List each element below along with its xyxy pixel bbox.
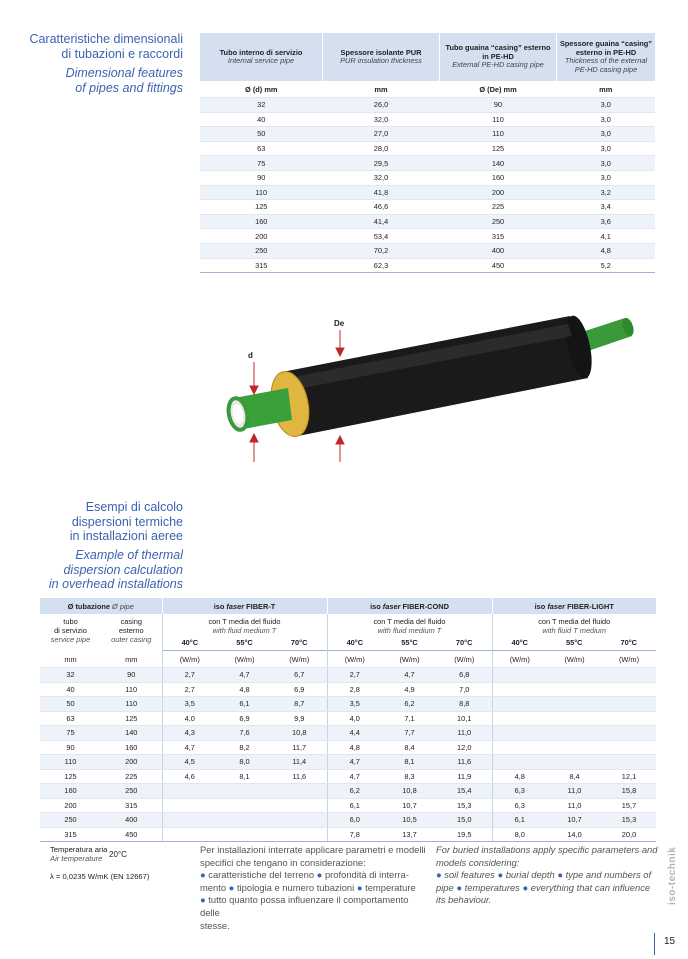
unit-cell: (W/m) <box>162 652 217 668</box>
table-cell <box>162 784 217 799</box>
table-cell: 4,4 <box>327 726 382 741</box>
table-cell: 140 <box>101 726 162 741</box>
table-cell: 13,7 <box>382 827 437 842</box>
table-cell: 6,3 <box>492 784 547 799</box>
table-cell: 8,1 <box>382 755 437 770</box>
unit-cell: (W/m) <box>547 652 602 668</box>
table-cell: 28,0 <box>323 141 440 156</box>
table-cell: 4,5 <box>162 755 217 770</box>
table-cell <box>547 726 602 741</box>
table-cell: 4,0 <box>327 711 382 726</box>
table-cell: 32 <box>200 98 323 113</box>
table-cell <box>272 784 327 799</box>
table-cell <box>602 755 656 770</box>
table-cell <box>602 740 656 755</box>
section2-title-en: Example of thermal dispersion calculation in overhead installations <box>48 548 183 591</box>
table-cell: 20,0 <box>602 827 656 842</box>
fiber-light-subheader: con T media del fluido with fluid T medium 40°C 55°C 70°C <box>492 614 656 652</box>
units-row <box>200 81 655 98</box>
table-cell: 2,7 <box>162 682 217 697</box>
section2-title-it: Esempi di calcolo dispersioni termiche in installazioni aeree <box>69 500 183 543</box>
unit-cell: (W/m) <box>602 652 656 668</box>
table-cell <box>217 813 272 828</box>
table-row <box>40 682 656 697</box>
table-cell: 200 <box>200 229 323 244</box>
table-cell <box>217 798 272 813</box>
table-cell <box>547 668 602 683</box>
table-cell <box>162 798 217 813</box>
table-cell: 11,6 <box>272 769 327 784</box>
thermal-dispersion-table <box>40 598 656 842</box>
table-cell: 6,7 <box>272 668 327 683</box>
table-cell: 3,0 <box>557 141 656 156</box>
col-service-pipe: tubo di servizio service pipe <box>50 617 91 644</box>
table-cell <box>492 682 547 697</box>
table-cell: 8,1 <box>217 769 272 784</box>
table-row <box>200 98 655 113</box>
unit-cell: (W/m) <box>492 652 547 668</box>
table-cell: 11,6 <box>437 755 492 770</box>
buried-installation-note-it: Per installazioni interrate applicare parametri e modelli specifici che tengano in considerazione: ● caratteristiche del terreno ● profondità di interra- mento ● tipologia e numero tubazioni ● temperature ● tutto quanto possa influenzare il comportamento delle stesse. <box>200 844 426 931</box>
table-cell: 15,0 <box>437 813 492 828</box>
buried-installation-note-en: For buried installations apply specific parameters and models considering: ● soil features ● burial depth ● type and numbers of pipe ● temperatures ● everything that can influence its behaviour. <box>436 844 658 906</box>
table-row <box>40 740 656 755</box>
table-cell: 225 <box>440 200 557 215</box>
table-cell <box>162 827 217 842</box>
table-cell: 6,2 <box>382 697 437 712</box>
table-cell: 41,8 <box>323 185 440 200</box>
table-row <box>200 141 655 156</box>
table-cell: 4,7 <box>217 668 272 683</box>
table-cell: 4,0 <box>162 711 217 726</box>
table-row <box>200 229 655 244</box>
table-cell: 62,3 <box>323 258 440 273</box>
header-casing: Tubo guaina “casing” esterno in PE-HD External PE-HD casing pipe <box>440 33 557 81</box>
table-row <box>40 784 656 799</box>
table-cell: 46,6 <box>323 200 440 215</box>
table-cell: 75 <box>200 156 323 171</box>
pre-insulated-pipe-figure <box>200 296 655 472</box>
table-cell: 10,1 <box>437 711 492 726</box>
table-cell: 75 <box>40 726 101 741</box>
table-cell: 125 <box>40 769 101 784</box>
table-cell: 250 <box>440 214 557 229</box>
table-cell: 110 <box>440 127 557 142</box>
header-service-pipe: Tubo interno di servizio Internal service pipe <box>200 33 323 81</box>
table-cell: 3,6 <box>557 214 656 229</box>
table-cell: 4,6 <box>162 769 217 784</box>
table-cell: 10,8 <box>382 784 437 799</box>
table-cell <box>547 697 602 712</box>
table-cell: 315 <box>200 258 323 273</box>
unit-cell: (W/m) <box>437 652 492 668</box>
table-cell: 4,7 <box>327 755 382 770</box>
table-cell: 11,4 <box>272 755 327 770</box>
table-cell: 15,8 <box>602 784 656 799</box>
fiber-t-subheader: con T media del fluido with fluid medium T 40°C 55°C 70°C <box>162 614 327 652</box>
table-cell: 90 <box>200 170 323 185</box>
table-cell: 15,3 <box>437 798 492 813</box>
unit-cell: mm <box>557 81 656 98</box>
table-cell: 7,7 <box>382 726 437 741</box>
unit-cell: (W/m) <box>327 652 382 668</box>
table-cell: 3,0 <box>557 127 656 142</box>
unit-cell: Ø (d) mm <box>200 81 323 98</box>
header-casing-thickness: Spessore guaina “casing” esterno in PE-HD Thickness of the external PE-HD casing pipe <box>557 33 656 81</box>
table-cell <box>547 682 602 697</box>
table-row <box>200 170 655 185</box>
table-row <box>40 726 656 741</box>
table-row <box>200 156 655 171</box>
table-cell: 450 <box>440 258 557 273</box>
section1-title-en: Dimensional features of pipes and fittings <box>65 66 183 95</box>
table-cell: 27,0 <box>323 127 440 142</box>
table-cell: 8,4 <box>382 740 437 755</box>
table-cell: 3,5 <box>162 697 217 712</box>
table-row <box>40 827 656 842</box>
table-cell <box>547 711 602 726</box>
table-cell: 50 <box>40 697 101 712</box>
section1-title-it: Caratteristiche dimensionali di tubazioni e raccordi <box>29 32 183 61</box>
table-cell: 8,2 <box>217 740 272 755</box>
table-cell <box>492 711 547 726</box>
table-cell: 250 <box>101 784 162 799</box>
fiber-cond-subheader: con T media del fluido with fluid medium T 40°C 55°C 70°C <box>327 614 492 652</box>
table-cell: 6,9 <box>272 682 327 697</box>
table-cell: 4,7 <box>162 740 217 755</box>
table-cell: 63 <box>200 141 323 156</box>
table-cell: 8,4 <box>547 769 602 784</box>
dimension-table <box>200 33 655 273</box>
table-cell: 10,5 <box>382 813 437 828</box>
table-cell: 6,1 <box>217 697 272 712</box>
table-cell: 90 <box>40 740 101 755</box>
table-cell: 140 <box>440 156 557 171</box>
table-cell <box>217 784 272 799</box>
table-cell: 40 <box>200 112 323 127</box>
table-row <box>40 697 656 712</box>
table-row <box>40 813 656 828</box>
table-cell: 400 <box>101 813 162 828</box>
table-cell: 40 <box>40 682 101 697</box>
table-row <box>40 769 656 784</box>
table-cell: 5,2 <box>557 258 656 273</box>
table-row <box>200 112 655 127</box>
table-cell: 7,0 <box>437 682 492 697</box>
table-cell: 3,4 <box>557 200 656 215</box>
page-divider <box>654 933 655 955</box>
table-cell: 8,0 <box>492 827 547 842</box>
table-cell: 7,1 <box>382 711 437 726</box>
table-cell: 8,0 <box>217 755 272 770</box>
col-outer-casing: casing esterno outer casing <box>111 617 152 644</box>
table-cell: 160 <box>440 170 557 185</box>
table-cell: 11,0 <box>547 784 602 799</box>
table-cell: 90 <box>101 668 162 683</box>
table-cell: 8,3 <box>382 769 437 784</box>
table-cell: 12,1 <box>602 769 656 784</box>
table-cell: 450 <box>101 827 162 842</box>
table-cell: 15,3 <box>602 813 656 828</box>
table-cell: 53,4 <box>323 229 440 244</box>
table-cell <box>492 697 547 712</box>
table-cell: 4,8 <box>217 682 272 697</box>
table-cell: 4,9 <box>382 682 437 697</box>
table-row <box>200 258 655 273</box>
table-cell: 8,8 <box>437 697 492 712</box>
table-cell: 200 <box>40 798 101 813</box>
lambda-value: λ = 0,0235 W/mK (EN 12667) <box>50 872 150 881</box>
table-cell <box>272 827 327 842</box>
table-cell: 50 <box>200 127 323 142</box>
table-cell: 7,6 <box>217 726 272 741</box>
header-fiber-t: iso faser FIBER-T <box>162 598 327 614</box>
table-cell: 6,0 <box>327 813 382 828</box>
table-cell: 7,8 <box>327 827 382 842</box>
table-cell: 12,0 <box>437 740 492 755</box>
table-cell: 3,5 <box>327 697 382 712</box>
table-cell: 3,0 <box>557 170 656 185</box>
table-cell: 63 <box>40 711 101 726</box>
table-row <box>200 200 655 215</box>
table-row <box>200 243 655 258</box>
table-cell: 11,7 <box>272 740 327 755</box>
table-cell: 110 <box>440 112 557 127</box>
table-cell: 4,3 <box>162 726 217 741</box>
header-insulation: Spessore isolante PUR PUR insulation thickness <box>323 33 440 81</box>
table-cell <box>602 711 656 726</box>
table-cell: 32,0 <box>323 112 440 127</box>
table-cell <box>492 726 547 741</box>
page-number: 15 <box>664 936 676 947</box>
table-cell: 15,7 <box>602 798 656 813</box>
table-cell: 6,2 <box>327 784 382 799</box>
table-cell: 110 <box>101 682 162 697</box>
air-temperature-note: Temperatura aria Air temperature <box>50 845 108 863</box>
table-cell: 29,5 <box>323 156 440 171</box>
table-cell <box>602 726 656 741</box>
table-cell: 200 <box>440 185 557 200</box>
table-cell: 125 <box>200 200 323 215</box>
table-cell: 200 <box>101 755 162 770</box>
table-cell: 4,1 <box>557 229 656 244</box>
table-cell: 315 <box>40 827 101 842</box>
table-cell: 250 <box>40 813 101 828</box>
table-cell: 15,4 <box>437 784 492 799</box>
table-row <box>200 214 655 229</box>
table-cell: 11,0 <box>437 726 492 741</box>
header-fiber-cond: iso faser FIBER-COND <box>327 598 492 614</box>
table-cell: 110 <box>200 185 323 200</box>
table-cell <box>492 755 547 770</box>
unit-cell: mm <box>40 652 101 668</box>
table-cell: 70,2 <box>323 243 440 258</box>
table-cell: 400 <box>440 243 557 258</box>
table-cell: 4,7 <box>382 668 437 683</box>
table-cell: 3,0 <box>557 112 656 127</box>
table-row <box>40 755 656 770</box>
table-cell: 110 <box>101 697 162 712</box>
unit-cell: (W/m) <box>217 652 272 668</box>
table-cell: 2,8 <box>327 682 382 697</box>
table-cell: 14,0 <box>547 827 602 842</box>
table-cell: 3,0 <box>557 156 656 171</box>
table-cell: 250 <box>200 243 323 258</box>
table-cell: 160 <box>40 784 101 799</box>
table-row <box>200 127 655 142</box>
table-cell: 10,8 <box>272 726 327 741</box>
table-cell <box>162 813 217 828</box>
table-cell: 32,0 <box>323 170 440 185</box>
table-cell: 2,7 <box>327 668 382 683</box>
table-cell <box>272 798 327 813</box>
header-fiber-light: iso faser FIBER-LIGHT <box>492 598 656 614</box>
brand-logo: iso-technik <box>667 846 678 905</box>
table-row <box>200 185 655 200</box>
label-de: De <box>334 319 345 328</box>
table-cell: 3,2 <box>557 185 656 200</box>
table-cell: 11,0 <box>547 798 602 813</box>
table-row <box>40 668 656 683</box>
table-cell: 6,3 <box>492 798 547 813</box>
table-row <box>40 798 656 813</box>
table-cell: 2,7 <box>162 668 217 683</box>
table-cell: 32 <box>40 668 101 683</box>
table-cell: 9,9 <box>272 711 327 726</box>
table-row <box>40 711 656 726</box>
table-cell: 4,7 <box>327 769 382 784</box>
table-cell <box>217 827 272 842</box>
table-cell <box>492 668 547 683</box>
table-cell: 6,8 <box>437 668 492 683</box>
table-cell: 125 <box>440 141 557 156</box>
table-cell <box>602 697 656 712</box>
label-d: d <box>248 351 253 360</box>
table-cell <box>602 668 656 683</box>
table-cell: 225 <box>101 769 162 784</box>
table-cell: 6,1 <box>327 798 382 813</box>
table-cell: 4,8 <box>327 740 382 755</box>
table-cell: 4,8 <box>492 769 547 784</box>
table-cell <box>602 682 656 697</box>
table-cell: 10,7 <box>547 813 602 828</box>
table-cell: 6,1 <box>492 813 547 828</box>
table-cell: 315 <box>440 229 557 244</box>
table-cell: 26,0 <box>323 98 440 113</box>
table-cell <box>272 813 327 828</box>
table-cell <box>492 740 547 755</box>
unit-cell: mm <box>101 652 162 668</box>
unit-cell: (W/m) <box>382 652 437 668</box>
table-cell <box>547 755 602 770</box>
unit-cell: mm <box>323 81 440 98</box>
unit-cell: Ø (De) mm <box>440 81 557 98</box>
table-cell: 6,9 <box>217 711 272 726</box>
table-cell: 125 <box>101 711 162 726</box>
air-temperature-value: 20°C <box>109 850 127 859</box>
table-cell: 110 <box>40 755 101 770</box>
table-cell: 8,7 <box>272 697 327 712</box>
header-pipe-diameter: Ø tubazione Ø pipe <box>40 598 162 614</box>
table-cell: 19,5 <box>437 827 492 842</box>
table-cell: 160 <box>101 740 162 755</box>
units-row <box>40 652 656 668</box>
table-cell: 41,4 <box>323 214 440 229</box>
unit-cell: (W/m) <box>272 652 327 668</box>
table-cell <box>547 740 602 755</box>
table-cell: 4,8 <box>557 243 656 258</box>
table-cell: 160 <box>200 214 323 229</box>
table-cell: 315 <box>101 798 162 813</box>
table-cell: 10,7 <box>382 798 437 813</box>
table-cell: 90 <box>440 98 557 113</box>
table-cell: 3,0 <box>557 98 656 113</box>
table-cell: 11,9 <box>437 769 492 784</box>
